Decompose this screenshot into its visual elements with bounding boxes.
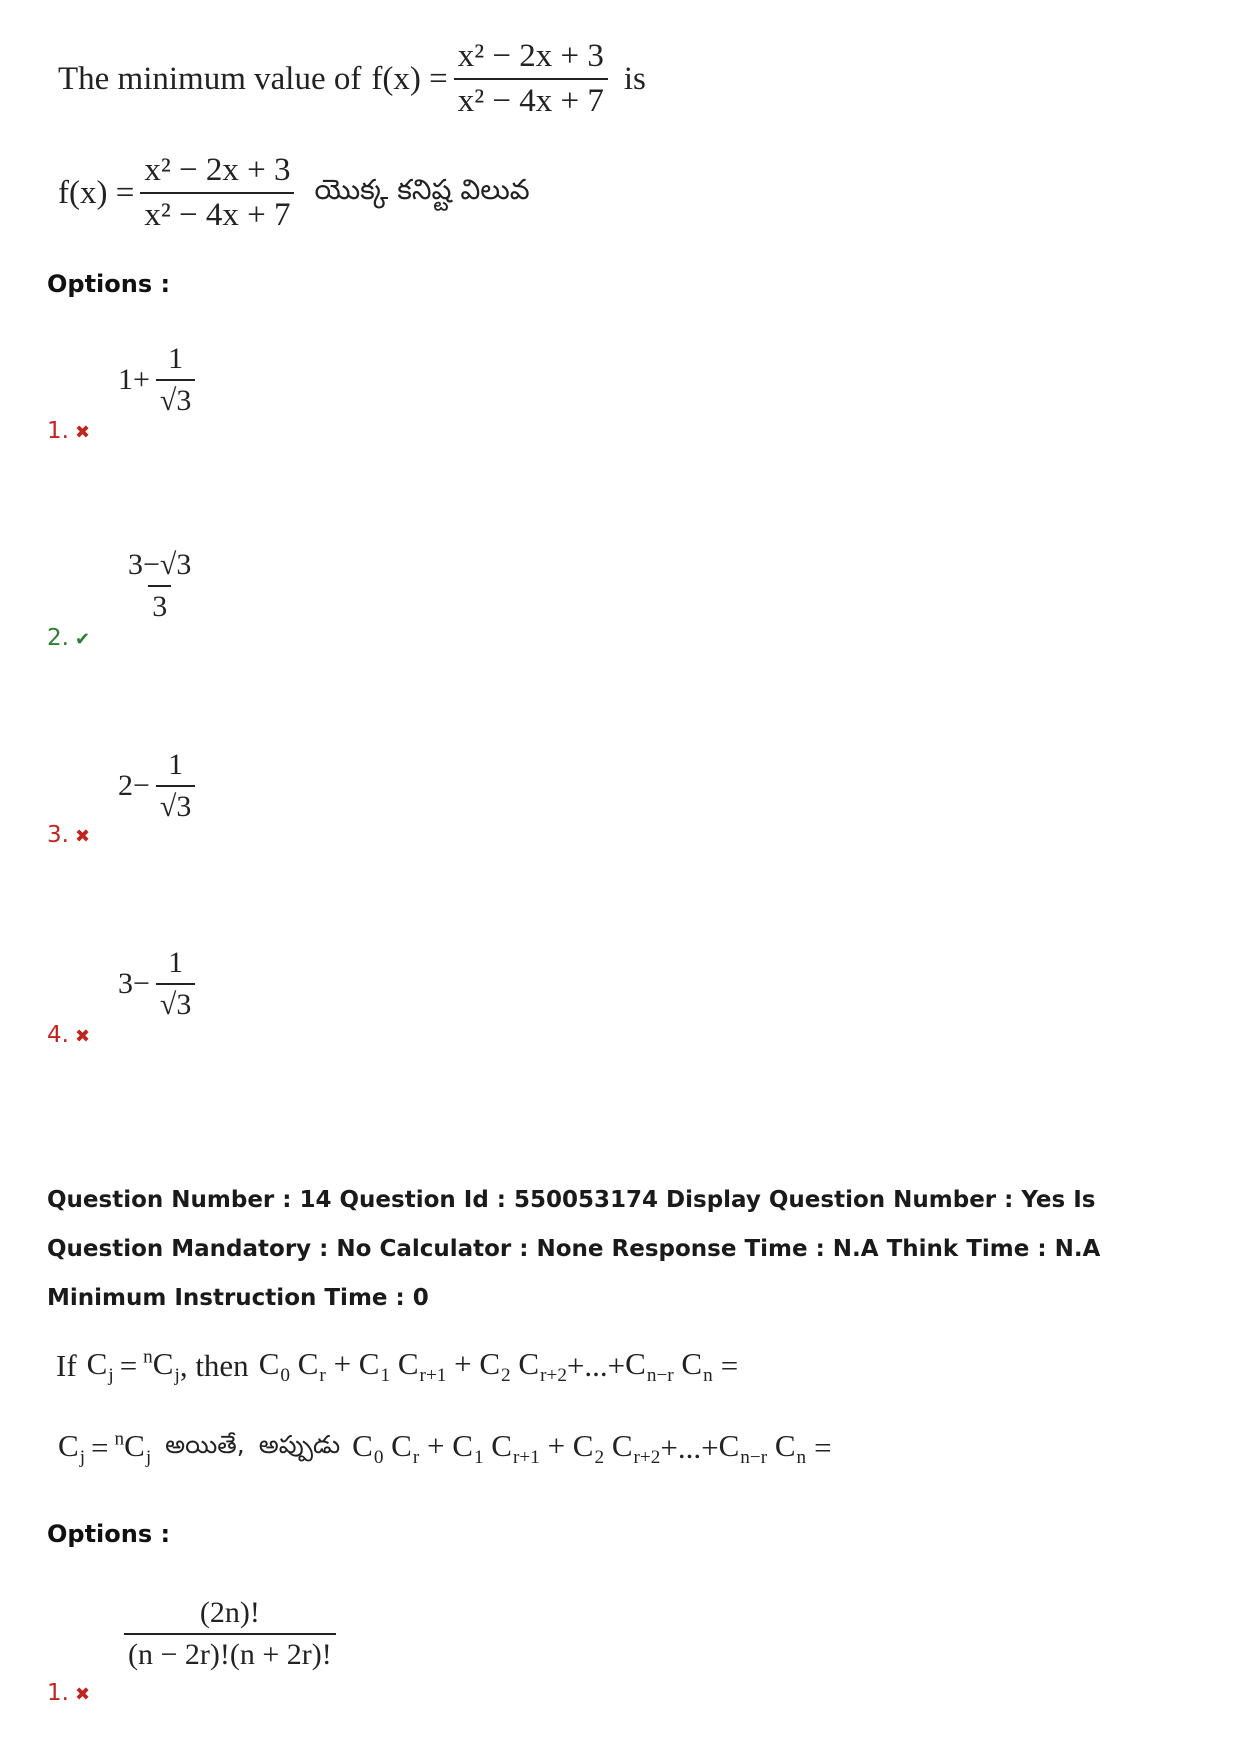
q14-option-1-fraction [124, 1596, 336, 1672]
q13-option-3-number: 3. [47, 822, 69, 848]
q13-option-1-fraction [156, 342, 195, 418]
q13-te-fraction [140, 152, 294, 234]
q13-option-4-den: √3 [156, 983, 195, 1022]
q13-option-4-number: 4. [47, 1022, 69, 1048]
q14-te-then: అప్పుడు [258, 1430, 341, 1460]
q14-metadata: Question Number : 14 Question Id : 550053174 Display Question Number : Yes Is Question Mandatory : No Calculator : None Response Time : N.A Think Time : N.A Minimum Instruction Time : 0 [47, 1187, 1101, 1311]
q13-english-stem [58, 38, 646, 120]
q13-option-1-marker[interactable] [47, 418, 90, 444]
q14-option-1-math [118, 1596, 342, 1672]
q13-te-suffix: యొక్క కనిష్ట విలువ [314, 173, 530, 206]
q14-option-1-number: 1. [47, 1680, 69, 1706]
cross-icon: ✖ [74, 826, 91, 847]
q13-en-suffix: is [623, 60, 646, 97]
q13-fraction [454, 38, 608, 120]
q13-option-2-den: 3 [148, 585, 171, 624]
q14-option-1-num: (2n)! [199, 1596, 260, 1629]
q14-telugu-stem: $C_j$ = $^nC_j$ అయితే, అప్పుడు $C_0$ $C_r + C_1$ $C_{r+1} + C_2$ $C_{r+2}$ +...+ $C_{n-r}$ $C_n$ = [58, 1428, 832, 1468]
q13-option-4-fraction [156, 946, 195, 1022]
q13-option-4-num: 1 [168, 946, 184, 979]
q13-func-lhs: f(x) = [371, 60, 448, 97]
q13-option-1-math [118, 342, 201, 418]
cross-icon: ✖ [74, 1684, 91, 1705]
q14-option-1-marker[interactable] [47, 1680, 90, 1706]
q13-te-func-lhs: f(x) = [58, 174, 135, 211]
q13-option-2-fraction [124, 548, 195, 624]
q14-en-if: If [56, 1348, 77, 1384]
q13-option-1-lead: 1+ [118, 363, 150, 396]
q13-options-label: Options : [47, 270, 171, 298]
q13-option-3-den: √3 [156, 785, 195, 824]
cross-icon: ✖ [74, 1026, 91, 1047]
q13-option-4-marker[interactable] [47, 1022, 90, 1048]
q14-english-stem: If $C_j$ = $^nC_j$ , then $C_0$ $C_r + C_1$ $C_{r+1} + C_2$ $C_{r+2}$ +...+ $C_{n-r}$ $C_n$ = [56, 1346, 739, 1386]
q13-option-2-num: 3−√3 [128, 548, 192, 581]
q14-te-series-tail: +...+ [660, 1430, 719, 1466]
q13-option-2-number: 2. [47, 625, 69, 651]
q14-te-equals: = [814, 1430, 832, 1466]
q13-option-2-marker[interactable] [47, 625, 90, 651]
q13-option-3-num: 1 [168, 748, 184, 781]
q13-option-3-math [118, 748, 201, 824]
q13-te-fraction-num: x² − 2x + 3 [144, 152, 291, 188]
q14-en-then: , then [179, 1348, 249, 1384]
q14-option-1-den: (n − 2r)!(n + 2r)! [124, 1633, 336, 1672]
q13-fraction-den: x² − 4x + 7 [454, 78, 608, 120]
q13-option-1-num: 1 [168, 342, 184, 375]
q13-option-3-fraction [156, 748, 195, 824]
q13-option-4-lead: 3− [118, 967, 150, 1000]
q14-te-if: అయితే, [165, 1430, 245, 1460]
q13-te-fraction-den: x² − 4x + 7 [140, 192, 294, 234]
q13-option-3-lead: 2− [118, 769, 150, 802]
q13-option-2-math [118, 548, 201, 624]
q13-option-4-math [118, 946, 201, 1022]
q13-option-3-marker[interactable] [47, 822, 90, 848]
q13-option-1-den: √3 [156, 379, 195, 418]
cross-icon: ✖ [74, 422, 91, 443]
q13-fraction-num: x² − 2x + 3 [457, 38, 604, 74]
q14-options-label: Options : [47, 1520, 171, 1548]
q13-option-1-number: 1. [47, 418, 69, 444]
q14-en-equals: = [720, 1348, 739, 1384]
q14-en-series-tail: +...+ [566, 1348, 626, 1384]
q13-en-prefix: The minimum value of [58, 60, 362, 97]
q13-telugu-stem [58, 152, 530, 234]
check-icon: ✔ [74, 629, 91, 650]
